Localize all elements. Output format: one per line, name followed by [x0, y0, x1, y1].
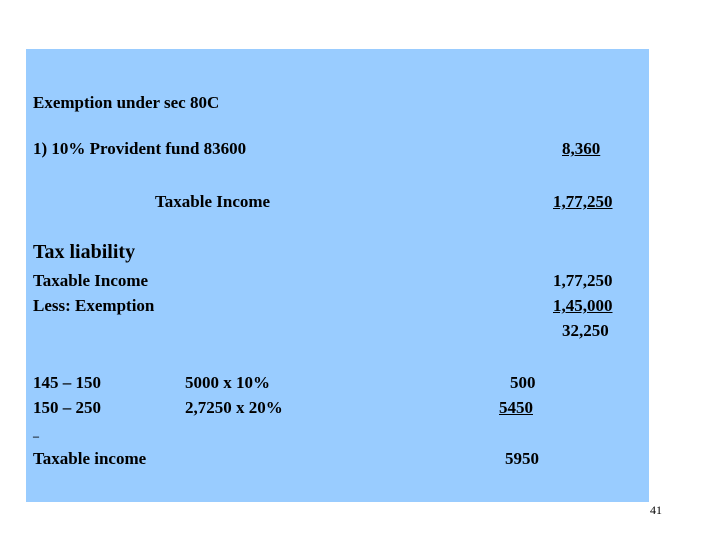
- provident-fund-amount: 8,360: [562, 139, 601, 158]
- slab-range: 150 – 250: [33, 398, 101, 417]
- exemption-amount: 1,45,000: [553, 296, 613, 315]
- exemption-label: Less: Exemption: [33, 296, 155, 315]
- total-amount: 5950: [505, 449, 539, 468]
- total-label: Taxable income: [33, 449, 147, 468]
- liability-row-amount: 1,77,250: [553, 271, 613, 290]
- slab-calc: 2,7250 x 20%: [185, 398, 283, 417]
- liability-row-label: Taxable Income: [33, 271, 149, 290]
- taxable-income-amount: 1,77,250: [553, 192, 613, 211]
- separator-mark: _: [33, 425, 39, 439]
- slab-range: 145 – 150: [33, 373, 101, 392]
- slab-amount: 500: [510, 373, 536, 392]
- net-amount: 32,250: [562, 321, 609, 340]
- taxable-income-label: Taxable Income: [155, 192, 271, 211]
- slab-amount: 5450: [499, 398, 533, 417]
- page-number: 41: [650, 503, 662, 517]
- provident-fund-label: 1) 10% Provident fund 83600: [33, 139, 247, 158]
- section-heading: Exemption under sec 80C: [33, 93, 220, 112]
- slab-calc: 5000 x 10%: [185, 373, 270, 392]
- tax-liability-title: Tax liability: [33, 241, 136, 263]
